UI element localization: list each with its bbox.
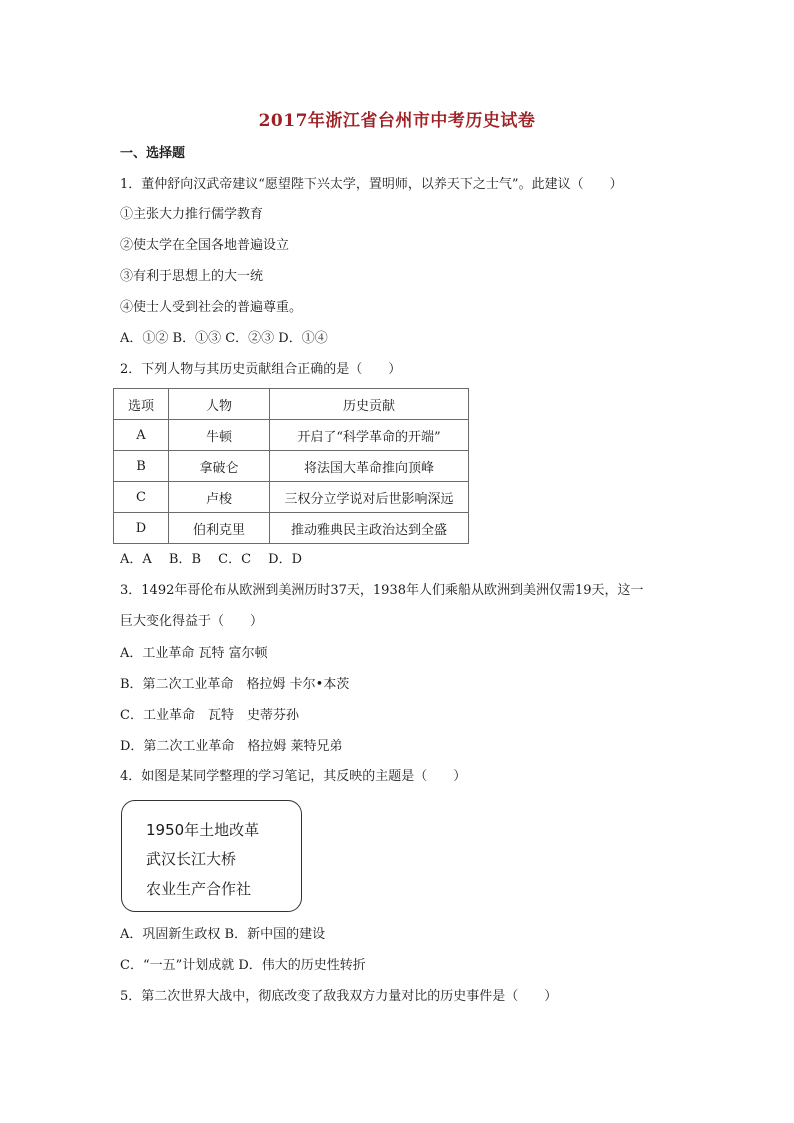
table-cell: A — [114, 420, 169, 451]
table-row — [114, 482, 469, 513]
table-cell: 三权分立学说对后世影响深远 — [270, 482, 469, 513]
question-5-stem: 5．第二次世界大战中，彻底改变了敌我双方力量对比的历史事件是（ ） — [120, 989, 558, 1004]
question-4-options-line-1: A．巩固新生政权 B．新中国的建设 — [120, 927, 326, 942]
table-header-cell: 选项 — [114, 389, 169, 420]
table-cell: 推动雅典民主政治达到全盛 — [270, 513, 469, 544]
question-4-options-line-2: C．“一五”计划成就 D．伟大的历史性转折 — [120, 958, 366, 973]
note-line: 武汉长江大桥 — [146, 850, 237, 868]
question-3-option-a: A．工业革命 瓦特 富尔顿 — [120, 646, 268, 661]
study-note-box — [121, 800, 302, 912]
question-3-stem-line-2: 巨大变化得益于（ ） — [120, 614, 264, 629]
table-header-cell: 历史贡献 — [270, 389, 469, 420]
question-2-options: A．A B．B C．C D．D — [120, 552, 303, 567]
table-cell: B — [114, 451, 169, 482]
question-1-item-2: ②使太学在全国各地普遍设立 — [120, 238, 290, 253]
question-3-stem-line-1: 3．1492年哥伦布从欧洲到美洲历时37天，1938年人们乘船从欧洲到美洲仅需19天，这一 — [120, 583, 644, 598]
table-row — [114, 451, 469, 482]
question-3-option-c: C．工业革命 瓦特 史蒂芬孙 — [120, 708, 299, 723]
table-header-cell: 人物 — [169, 389, 270, 420]
question-1-options: A．①② B．①③ C．②③ D．①④ — [120, 331, 328, 346]
table-cell: 开启了“科学革命的开端” — [270, 420, 469, 451]
note-line: 1950年土地改革 — [146, 821, 260, 839]
table-cell: 伯利克里 — [169, 513, 270, 544]
question-2-table — [113, 388, 469, 544]
question-2-stem: 2．下列人物与其历史贡献组合正确的是（ ） — [120, 362, 402, 377]
question-3-option-d: D．第二次工业革命 格拉姆 莱特兄弟 — [120, 739, 343, 754]
question-1-item-4: ④使士人受到社会的普遍尊重。 — [120, 300, 303, 315]
question-1-stem: 1．董仲舒向汉武帝建议“愿望陛下兴太学，置明师，以养天下之士气”。此建议（ ） — [120, 177, 623, 192]
table-cell: C — [114, 482, 169, 513]
table-cell: 卢梭 — [169, 482, 270, 513]
note-line: 农业生产合作社 — [146, 880, 252, 898]
question-1-item-3: ③有利于思想上的大一统 — [120, 269, 264, 284]
page-title: 2017年浙江省台州市中考历史试卷 — [258, 111, 536, 131]
table-cell: D — [114, 513, 169, 544]
table-row — [114, 420, 469, 451]
table-cell: 拿破仑 — [169, 451, 270, 482]
table-header-row — [114, 389, 469, 420]
table-row — [114, 513, 469, 544]
section-heading: 一、选择题 — [120, 146, 186, 161]
table-cell: 牛顿 — [169, 420, 270, 451]
question-3-option-b: B．第二次工业革命 格拉姆 卡尔•本茨 — [120, 677, 350, 692]
question-1-item-1: ①主张大力推行儒学教育 — [120, 207, 264, 222]
table-cell: 将法国大革命推向顶峰 — [270, 451, 469, 482]
question-4-stem: 4．如图是某同学整理的学习笔记，其反映的主题是（ ） — [120, 769, 467, 784]
